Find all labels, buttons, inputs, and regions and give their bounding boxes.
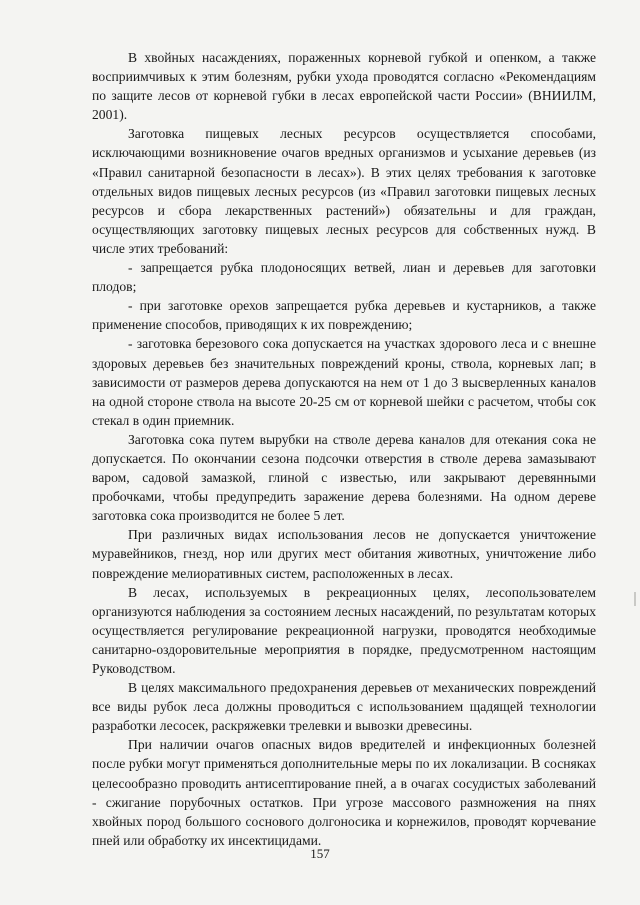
paragraph-mechanical-damage: В целях максимального предохранения деревьев от механических повреждений все виды рубок леса должны проводиться с использованием щадящей технологии разработки лесосек, раскряжевки трелевки и вывозки древесины.: [92, 680, 596, 734]
list-item-fruit-branches: - запрещается рубка плодоносящих ветвей, лиан и деревьев для заготовки плодов;: [92, 260, 596, 295]
paragraph-pest-outbreaks: При наличии очагов опасных видов вредителей и инфекционных болезней после рубки могут применяться дополнительные меры по их локализации. В сосняках целесообразно проводить антисептирование пней, а в очагах сосудистых заболеваний - сжигание порубочных остатков. При угрозе массового размножения на пнях хвойных пород большого соснового долгоносика и корнежилов, проводят корчевание пней или обработку их инсектицидами.: [92, 737, 596, 848]
paragraph-root-sponge-thinning: В хвойных насаждениях, пораженных корневой губкой и опенком, а также восприимчивых к этим болезням, рубки ухода проводятся согласно «Рекомендациям по защите лесов от корневой губки в лесах европейской части России» (ВНИИЛМ, 2001).: [92, 50, 596, 123]
scan-edge-mark: [634, 592, 636, 606]
paragraph-food-resources: Заготовка пищевых лесных ресурсов осуществляется способами, исключающими возникновение очагов вредных организмов и усыхание деревьев (из «Правил санитарной безопасности в лесах»). В этих целях требования к заготовке отдельных видов пищевых лесных ресурсов (из «Правил заготовки пищевых лесных ресурсов и сбора лекарственных растений») обязательны и для граждан, осуществляющих заготовку пищевых лесных ресурсов для собственных нужд. В числе этих требований:: [92, 126, 596, 256]
list-item-birch-sap: - заготовка березового сока допускается на участках здорового леса и с внешне здоровых деревьев без значительных повреждений кроны, ствола, корневых лап; в зависимости от размеров дерева допускаются на нем от 1 до 3 высверленных каналов на одной стороне ствола на высоте 20-25 см от корневой шейки с расчетом, чтобы сок стекал в один приемник.: [92, 336, 596, 428]
list-item-nut-harvest: - при заготовке орехов запрещается рубка деревьев и кустарников, а также применение способов, приводящих к их повреждению;: [92, 298, 596, 333]
page-number: 157: [310, 846, 330, 861]
paragraph-sap-extraction: Заготовка сока путем вырубки на стволе дерева каналов для отекания сока не допускается. По окончании сезона подсочки отверстия в стволе дерева замазывают варом, садовой замазкой, глиной с известью, или закрывают деревянными пробочками, чтобы предупредить заражение дерева болезнями. На одном дереве заготовка сока производится не более 5 лет.: [92, 431, 596, 524]
paragraph-animal-habitats: При различных видах использования лесов не допускается уничтожение муравейников, гнезд, нор или других мест обитания животных, уничтожение либо повреждение мелиоративных систем, расположенных в лесах.: [92, 527, 596, 581]
paragraph-recreational-forests: В лесах, используемых в рекреационных целях, лесопользователем организуются наблюдения за состоянием лесных насаждений, по результатам которых осуществляется регулирование рекреационной нагрузки, проводятся необходимые санитарно-оздоровительные мероприятия в порядке, предусмотренном настоящим Руководством.: [92, 584, 596, 676]
